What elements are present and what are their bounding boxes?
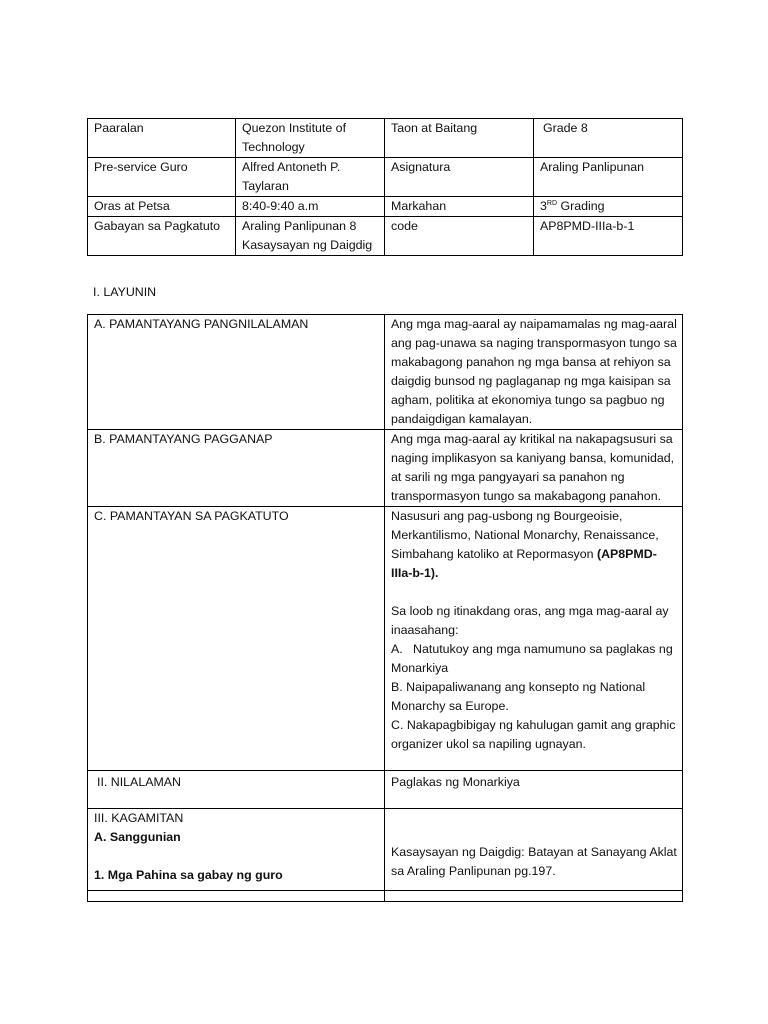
kagamitan-content (385, 809, 683, 891)
cell-gabayan-value: Araling Panlipunan 8 Kasaysayan ng Daigdig (236, 217, 385, 256)
cell-asignatura-value: Araling Panlipunan (534, 158, 683, 197)
pagkatuto-standard (391, 507, 677, 583)
table-row (88, 430, 683, 507)
grading-number: 3 (540, 199, 547, 213)
cell-taon-label: Taon at Baitang (385, 119, 534, 158)
table-row (88, 771, 683, 809)
grading-suffix: RD (546, 199, 558, 207)
cell-oras-label: Oras at Petsa (88, 197, 236, 217)
spacer (391, 809, 677, 828)
cell-paaralan-value: Quezon Institute of Technology (236, 119, 385, 158)
objective-item: B. Naipapaliwanang ang konsepto ng National Monarchy sa Europe. (391, 680, 646, 713)
cell-gabayan-label: Gabayan sa Pagkatuto (88, 217, 236, 256)
cell-markahan-value (534, 197, 683, 217)
pangnilalaman-label: A. PAMANTAYANG PANGNILALAMAN (88, 315, 385, 430)
table-row (88, 158, 683, 197)
cell-paaralan-label: Paaralan (88, 119, 236, 158)
spacer (94, 847, 379, 866)
table-row (88, 809, 683, 891)
cell-taon-value: Grade 8 (534, 119, 683, 158)
nilalaman-text: Paglakas ng Monarkiya (385, 771, 683, 809)
kagamitan-label-cell (88, 809, 385, 891)
pangnilalaman-text: Ang mga mag-aaral ay naipamamalas ng mag-aaral ang pag-unawa sa naging transpormasyon tungo sa makabagong panahon ng mga bansa at rehiyon sa daigdig bunsod ng paglaganap ng mga kaisipan sa agham, politika at ekonomiya tungo sa pagbuo ng pandaigdigan kamalayan. (385, 315, 683, 430)
cell-markahan-label: Markahan (385, 197, 534, 217)
nilalaman-label: II. NILALAMAN (88, 771, 385, 809)
cell-code-value: AP8PMD-IIIa-b-1 (534, 217, 683, 256)
objective-item: A. Natutukoy ang mga namumuno sa paglakas ng Monarkiya (391, 642, 677, 675)
pagkatuto-label: C. PAMANTAYAN SA PAGKATUTO (88, 507, 385, 771)
pagganap-label: B. PAMANTAYANG PAGGANAP (88, 430, 385, 507)
cell-oras-value: 8:40-9:40 a.m (236, 197, 385, 217)
cell-guro-value: Alfred Antoneth P. Taylaran (236, 158, 385, 197)
table-row (88, 507, 683, 771)
pagganap-text: Ang mga mag-aaral ay kritikal na nakapagsusuri sa naging implikasyon sa kaniyang bansa, komunidad, at sarili ng mga pangyayari sa panahon ng transpormasyon tungo sa makabagong panahon. (385, 430, 683, 507)
kagamitan-text: Kasaysayan ng Daigdig: Batayan at Sanayang Aklat sa Araling Panlipunan pg.197. (391, 845, 677, 878)
grading-text: Grading (557, 199, 605, 213)
cell-asignatura-label: Asignatura (385, 158, 534, 197)
main-table (87, 314, 683, 902)
pagkatuto-code: (AP8PMD-IIIa-b-1). (391, 547, 657, 580)
sanggunian-label: A. Sanggunian (94, 830, 181, 844)
pagkatuto-text: Nasusuri ang pag-usbong ng Bourgeoisie, Merkantilismo, National Monarchy, Renaissance, Simbahang katoliko at Repormasyon (391, 509, 659, 561)
empty-cell (385, 891, 683, 902)
empty-cell (88, 891, 385, 902)
kagamitan-label: III. KAGAMITAN (94, 811, 184, 825)
pahina-gabay-label: 1. Mga Pahina sa gabay ng guro (94, 868, 283, 882)
table-row (88, 315, 683, 430)
table-row (88, 217, 683, 256)
cell-guro-label: Pre-service Guro (88, 158, 236, 197)
cell-code-label: code (385, 217, 534, 256)
layunin-heading: I. LAYUNIN (93, 285, 157, 299)
pagkatuto-intro: Sa loob ng itinakdang oras, ang mga mag-aaral ay inaasahang: (391, 604, 669, 637)
spacer (391, 583, 677, 602)
table-row (88, 197, 683, 217)
objective-item: C. Nakapagbibigay ng kahulugan gamit ang graphic organizer ukol sa napiling ugnayan. (391, 718, 676, 751)
table-row (88, 119, 683, 158)
table-row (88, 891, 683, 902)
header-table (87, 118, 683, 256)
pagkatuto-content (385, 507, 683, 771)
